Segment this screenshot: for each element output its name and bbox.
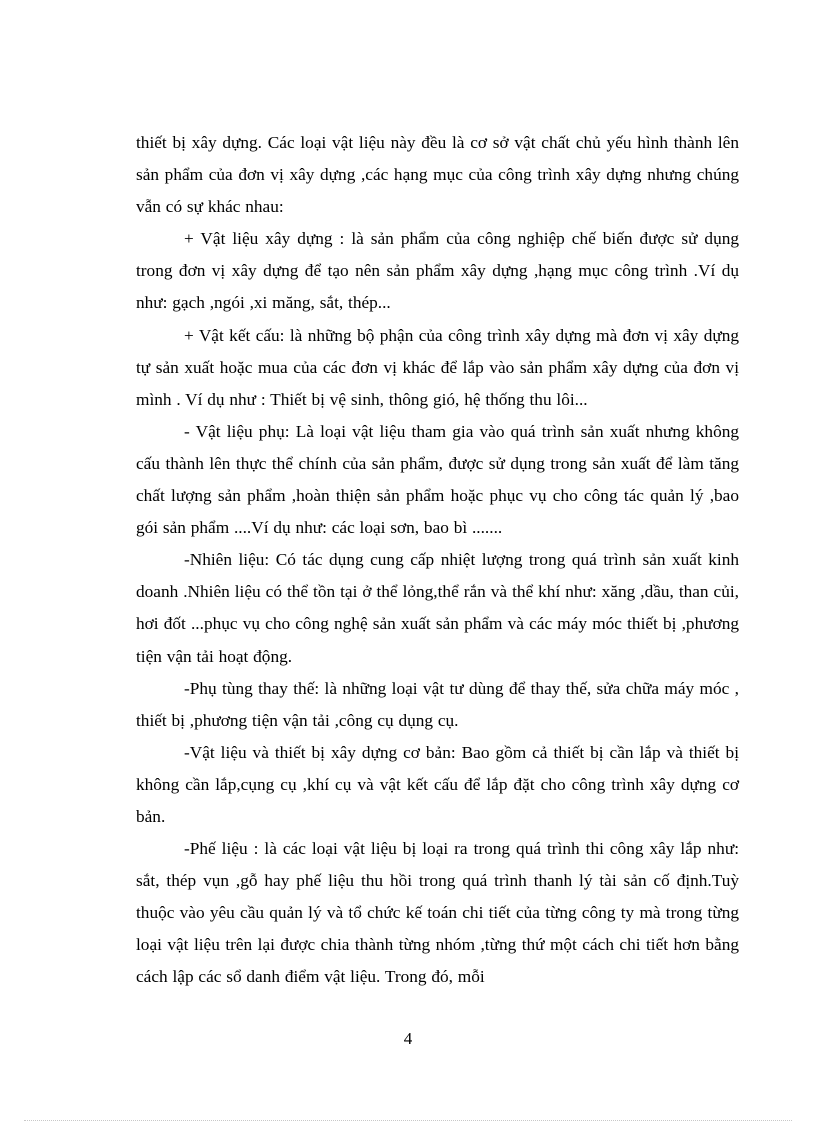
paragraph-auxiliary-materials: - Vật liệu phụ: Là loại vật liệu tham gia vào quá trình sản xuất nhưng không cấu thành lên thực thể chính của sản phẩm, được sử dụng trong sản xuất để làm tăng chất lượng sản phẩm ,hoàn thiện sản phẩm hoặc phục vụ cho công tác quản lý ,bao gói sản phẩm ....Ví dụ như: các loại sơn, bao bì ....... <box>136 421 739 538</box>
paragraph-basic-construction-equipment: -Vật liệu và thiết bị xây dựng cơ bản: Bao gồm cả thiết bị cần lắp và thiết bị không cần lắp,cụng cụ ,khí cụ và vật kết cấu để lắp đặt cho công trình xây dựng cơ bản. <box>136 742 739 826</box>
body-text <box>136 127 739 994</box>
page-bottom-divider <box>24 1120 792 1121</box>
page-number: 4 <box>403 1029 413 1048</box>
paragraph-construction-materials: + Vật liệu xây dựng : là sản phẩm của công nghiệp chế biến được sử dụng trong đơn vị xây dựng để tạo nên sản phẩm xây dựng ,hạng mục công trình .Ví dụ như: gạch ,ngói ,xi măng, sắt, thép... <box>136 229 739 313</box>
paragraph-intro: thiết bị xây dựng. Các loại vật liệu này đều là cơ sở vật chất chủ yếu hình thành lên sản phẩm của đơn vị xây dựng ,các hạng mục của công trình xây dựng nhưng chúng vẫn có sự khác nhau: <box>136 133 739 217</box>
paragraph-spare-parts: -Phụ tùng thay thế: là những loại vật tư dùng để thay thế, sửa chữa máy móc , thiết bị ,phương tiện vận tải ,công cụ dụng cụ. <box>136 678 739 730</box>
paragraph-scrap: -Phế liệu : là các loại vật liệu bị loại ra trong quá trình thi công xây lắp như: sắt, thép vụn ,gỗ hay phế liệu thu hồi trong quá trình thanh lý tài sản cố định.Tuỳ thuộc vào yêu cầu quản lý và tổ chức kế toán chi tiết của từng công ty mà trong từng loại vật liệu trên lại được chia thành từng nhóm ,từng thứ một cách chi tiết hơn bằng cách lập các sổ danh điểm vật liệu. Trong đó, mỗi <box>136 839 739 987</box>
paragraph-fuel: -Nhiên liệu: Có tác dụng cung cấp nhiệt lượng trong quá trình sản xuất kinh doanh .Nhiên liệu có thể tồn tại ở thể lỏng,thể rắn và thể khí như: xăng ,dầu, than củi, hơi đốt ...phục vụ cho công nghệ sản xuất sản phẩm và các máy móc thiết bị ,phương tiện vận tải hoạt động. <box>136 550 739 666</box>
paragraph-structural-materials: + Vật kết cấu: là những bộ phận của công trình xây dựng mà đơn vị xây dựng tự sản xuất hoặc mua của các đơn vị khác để lắp vào sản phẩm xây dựng của đơn vị mình . Ví dụ như : Thiết bị vệ sinh, thông gió, hệ thống thu lôi... <box>136 325 739 409</box>
